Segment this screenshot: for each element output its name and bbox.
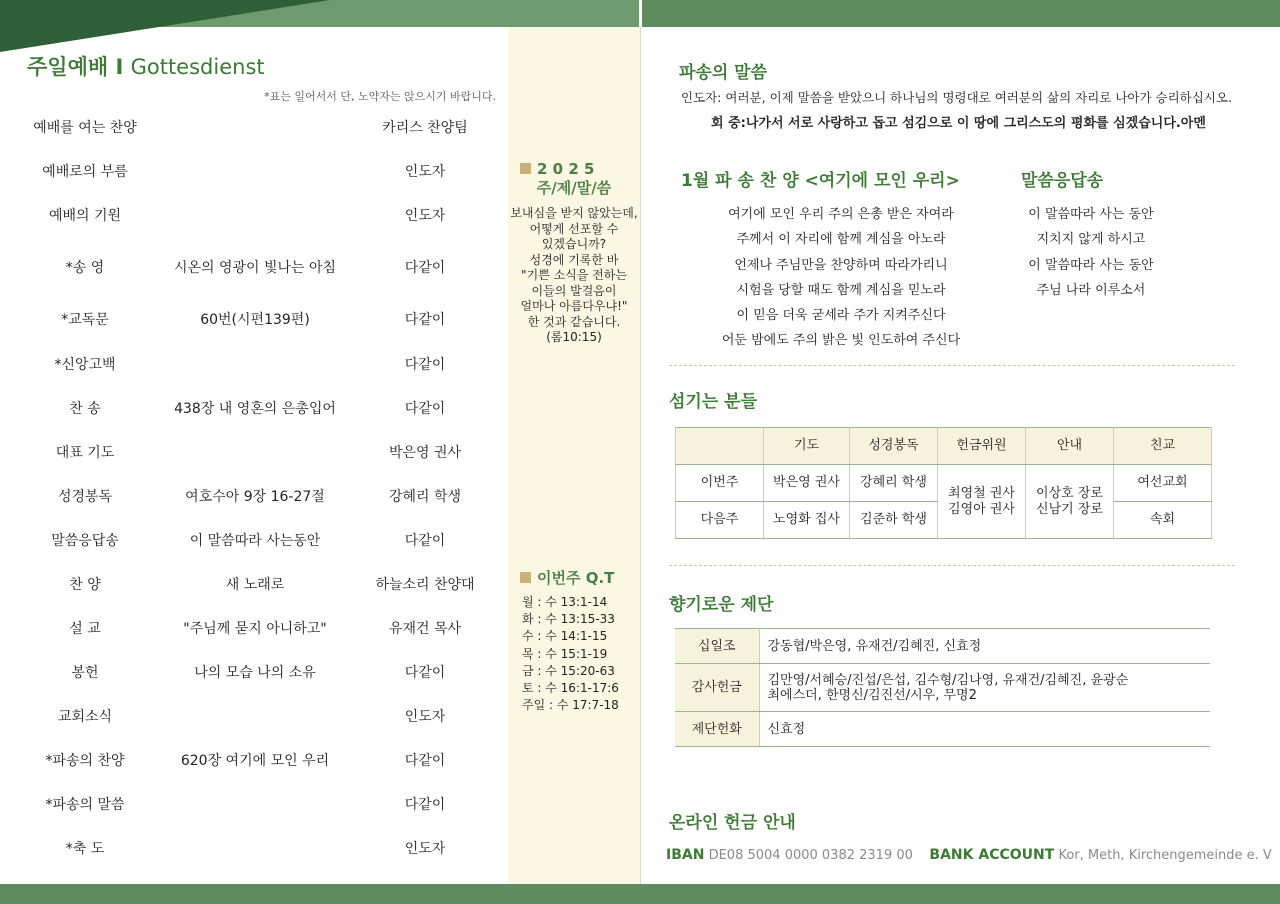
order-row — [0, 257, 508, 301]
order-row — [0, 574, 508, 618]
hymn-line: 언제나 주님만을 찬양하며 따라가리니 — [734, 257, 948, 273]
order-leader: 강혜리 학생 — [388, 489, 462, 505]
response-line: 지치지 않게 하시고 — [1036, 232, 1146, 248]
order-leader: 유재건 목사 — [388, 621, 462, 637]
order-item: 봉헌 — [71, 665, 99, 681]
online-offering-title: 온라인 헌금 안내 — [669, 813, 796, 833]
hymn-line: 어둔 밤에도 주의 밝은 빛 인도하여 주신다 — [721, 333, 961, 349]
order-item: 대표 기도 — [55, 445, 115, 461]
order-item: *파송의 말씀 — [45, 797, 125, 813]
order-content: 시온의 영광이 빛나는 아침 — [173, 260, 337, 276]
order-leader: 인도자 — [404, 164, 446, 180]
theme-heading: 2 0 2 5 — [520, 160, 594, 178]
theme-line: 이들의 발걸음이 — [531, 283, 617, 298]
theme-line: 한 것과 같습니다. — [527, 314, 621, 329]
order-leader: 카리스 찬양팀 — [382, 120, 468, 136]
order-row — [0, 117, 508, 161]
order-row — [0, 486, 508, 530]
order-leader: 하늘소리 찬양대 — [375, 577, 475, 593]
hymn-line: 주께서 이 자리에 함께 계심을 아노라 — [736, 232, 946, 248]
order-leader: 인도자 — [404, 709, 446, 725]
order-row — [0, 398, 508, 442]
top-bar-fold — [639, 0, 642, 27]
account-label: BANK ACCOUNT — [929, 847, 1055, 863]
order-item: 찬 양 — [69, 577, 101, 593]
order-item: *송 영 — [65, 260, 105, 276]
offering-label: 감사헌금 — [675, 664, 759, 712]
order-content: 여호수아 9장 16-27절 — [185, 489, 325, 505]
order-content: 438장 내 영혼의 은총입어 — [174, 401, 336, 417]
square-bullet-icon — [520, 163, 531, 174]
order-leader: 다같이 — [404, 533, 446, 549]
offering-label: 십일조 — [675, 629, 759, 664]
right-panel — [641, 27, 1280, 884]
qt-line: 주일 : 수 17:7-18 — [522, 698, 619, 713]
section-divider — [669, 565, 1235, 566]
order-item: 말씀응답송 — [51, 533, 119, 549]
hymn-title: 1월 파 송 찬 양 <여기에 모인 우리> — [681, 171, 960, 191]
title-korean: 주일예배 I — [27, 55, 124, 79]
response-line: 주님 나라 이루소서 — [1036, 282, 1146, 298]
order-row — [0, 205, 508, 249]
offering-label: 제단헌화 — [675, 712, 759, 747]
servers-row-next-week: 다음주 노영화 집사 김준하 학생 속회 — [676, 502, 1212, 539]
order-leader: 인도자 — [404, 841, 446, 857]
order-content: "주님께 묻지 아니하고" — [183, 621, 327, 637]
theme-verse — [508, 206, 640, 346]
order-leader: 다같이 — [404, 665, 446, 681]
offering-names: 강동협/박은영, 유재건/김혜진, 신효정 — [759, 629, 1210, 664]
offering-title: 향기로운 제단 — [669, 595, 774, 615]
theme-subheading: 주/제/말/씀 — [536, 179, 612, 197]
qt-line: 월 : 수 13:1-14 — [522, 595, 608, 609]
order-item: 교회소식 — [57, 709, 113, 725]
square-bullet-icon — [520, 572, 531, 583]
order-leader: 다같이 — [404, 260, 446, 276]
order-leader: 박은영 권사 — [388, 445, 462, 461]
response-line: 이 말씀따라 사는 동안 — [1028, 207, 1154, 222]
account-value: Kor, Meth, Kirchengemeinde e. V — [1058, 848, 1272, 863]
order-leader: 다같이 — [404, 753, 446, 769]
order-row — [0, 161, 508, 205]
theme-line: 얼마나 아름다우냐!" — [520, 299, 628, 313]
order-row — [0, 530, 508, 574]
order-leader: 인도자 — [404, 208, 446, 224]
theme-line: 보내심을 받지 않았는데, — [510, 206, 638, 220]
section-divider — [669, 365, 1235, 366]
order-leader: 다같이 — [404, 312, 446, 328]
order-row — [0, 838, 508, 882]
order-row — [0, 309, 508, 353]
qt-line: 금 : 수 15:20-63 — [522, 663, 615, 678]
order-row — [0, 662, 508, 706]
theme-line: (롬10:15) — [546, 330, 602, 344]
order-item: 찬 송 — [69, 401, 101, 417]
order-content: 620장 여기에 모인 우리 — [180, 753, 330, 769]
order-item: *축 도 — [65, 841, 105, 857]
theme-line: 있겠습니까? — [541, 237, 607, 251]
order-item: 예배의 기원 — [48, 208, 122, 224]
order-content: 새 노래로 — [225, 577, 285, 593]
order-item: 예배를 여는 찬양 — [33, 120, 137, 136]
offering-names: 신효정 — [759, 712, 1210, 747]
offering-row — [675, 629, 1210, 664]
standing-note: *표는 일어서서 단, 노약자는 앉으시기 바랍니다. — [264, 90, 496, 103]
qt-schedule — [522, 594, 619, 714]
response-song-lyrics — [991, 202, 1191, 303]
order-row — [0, 618, 508, 662]
offering-table — [675, 628, 1210, 747]
offering-names: 김만영/서혜승/진섭/은섭, 김수형/김나영, 유재건/김혜진, 윤광순 최에스더, 한명신/김진선/시우, 무명2 — [759, 664, 1210, 712]
order-row — [0, 706, 508, 750]
order-item: *교독문 — [61, 312, 109, 328]
order-item: *파송의 찬양 — [45, 753, 125, 769]
sidebar-strip — [508, 27, 640, 884]
qt-line: 화 : 수 13:15-33 — [522, 612, 615, 627]
order-leader: 다같이 — [404, 357, 446, 373]
hymn-line: 시험을 당할 때도 함께 계심을 믿노라 — [736, 282, 946, 298]
worship-order-panel — [0, 27, 508, 884]
hymn-line: 이 믿음 더욱 굳세라 주가 지켜주신다 — [736, 308, 946, 324]
qt-heading: 이번주 Q.T — [520, 569, 614, 587]
iban-label: IBAN — [666, 847, 705, 863]
theme-line: 어떻게 선포할 수 — [529, 221, 619, 236]
order-content: 나의 모습 나의 소유 — [194, 665, 316, 681]
sending-leader-line: 인도자: 여러분, 이제 말씀을 받았으니 하나님의 명령대로 여러분의 삶의 자리로 나아가 승리하십시오. — [681, 90, 1232, 105]
response-line: 이 말씀따라 사는 동안 — [1028, 257, 1154, 273]
bottom-bar — [0, 884, 1280, 904]
order-content: 이 말씀따라 사는동안 — [189, 533, 321, 549]
servers-title: 섬기는 분들 — [669, 392, 758, 412]
order-content: 60번(시편139편) — [200, 312, 310, 328]
qt-line: 수 : 수 14:1-15 — [522, 629, 608, 644]
iban-value: DE08 5004 0000 0382 2319 00 — [708, 848, 913, 863]
hymn-lyrics — [681, 202, 1001, 354]
order-row — [0, 354, 508, 398]
order-item: 예배로의 부름 — [42, 164, 128, 180]
order-item: 설 교 — [69, 621, 101, 637]
order-row — [0, 794, 508, 838]
order-leader: 다같이 — [404, 401, 446, 417]
sending-word-title: 파송의 말씀 — [679, 63, 768, 83]
hymn-line: 여기에 모인 우리 주의 은총 받은 자여라 — [728, 207, 954, 222]
page-title — [27, 51, 265, 81]
theme-line: "기쁜 소식을 전하는 — [521, 268, 627, 282]
response-song-title: 말씀응답송 — [1021, 171, 1104, 191]
servers-row-this-week: 이번주 박은영 권사 강혜리 학생 최영철 권사 김영아 권사 이상호 장로 신남기 장로 여선교회 — [676, 465, 1212, 502]
order-item: *신앙고백 — [54, 357, 116, 373]
order-item: 성경봉독 — [57, 489, 113, 505]
offering-row — [675, 664, 1210, 712]
sending-people-line: 회 중:나가서 서로 사랑하고 돕고 섬김으로 이 땅에 그리스도의 평화를 심겠습니다.아멘 — [711, 116, 1206, 131]
servers-header-row: 기도 성경봉독 헌금위원 안내 친교 — [676, 428, 1212, 465]
offering-row — [675, 712, 1210, 747]
order-row — [0, 442, 508, 486]
servers-table — [675, 427, 1212, 539]
theme-line: 성경에 기록한 바 — [529, 252, 619, 267]
qt-line: 토 : 수 16:1-17:6 — [522, 681, 619, 696]
title-german: Gottesdienst — [130, 55, 265, 79]
order-row — [0, 750, 508, 794]
order-leader: 다같이 — [404, 797, 446, 813]
qt-line: 목 : 수 15:1-19 — [522, 646, 608, 661]
bank-info — [666, 847, 1272, 863]
